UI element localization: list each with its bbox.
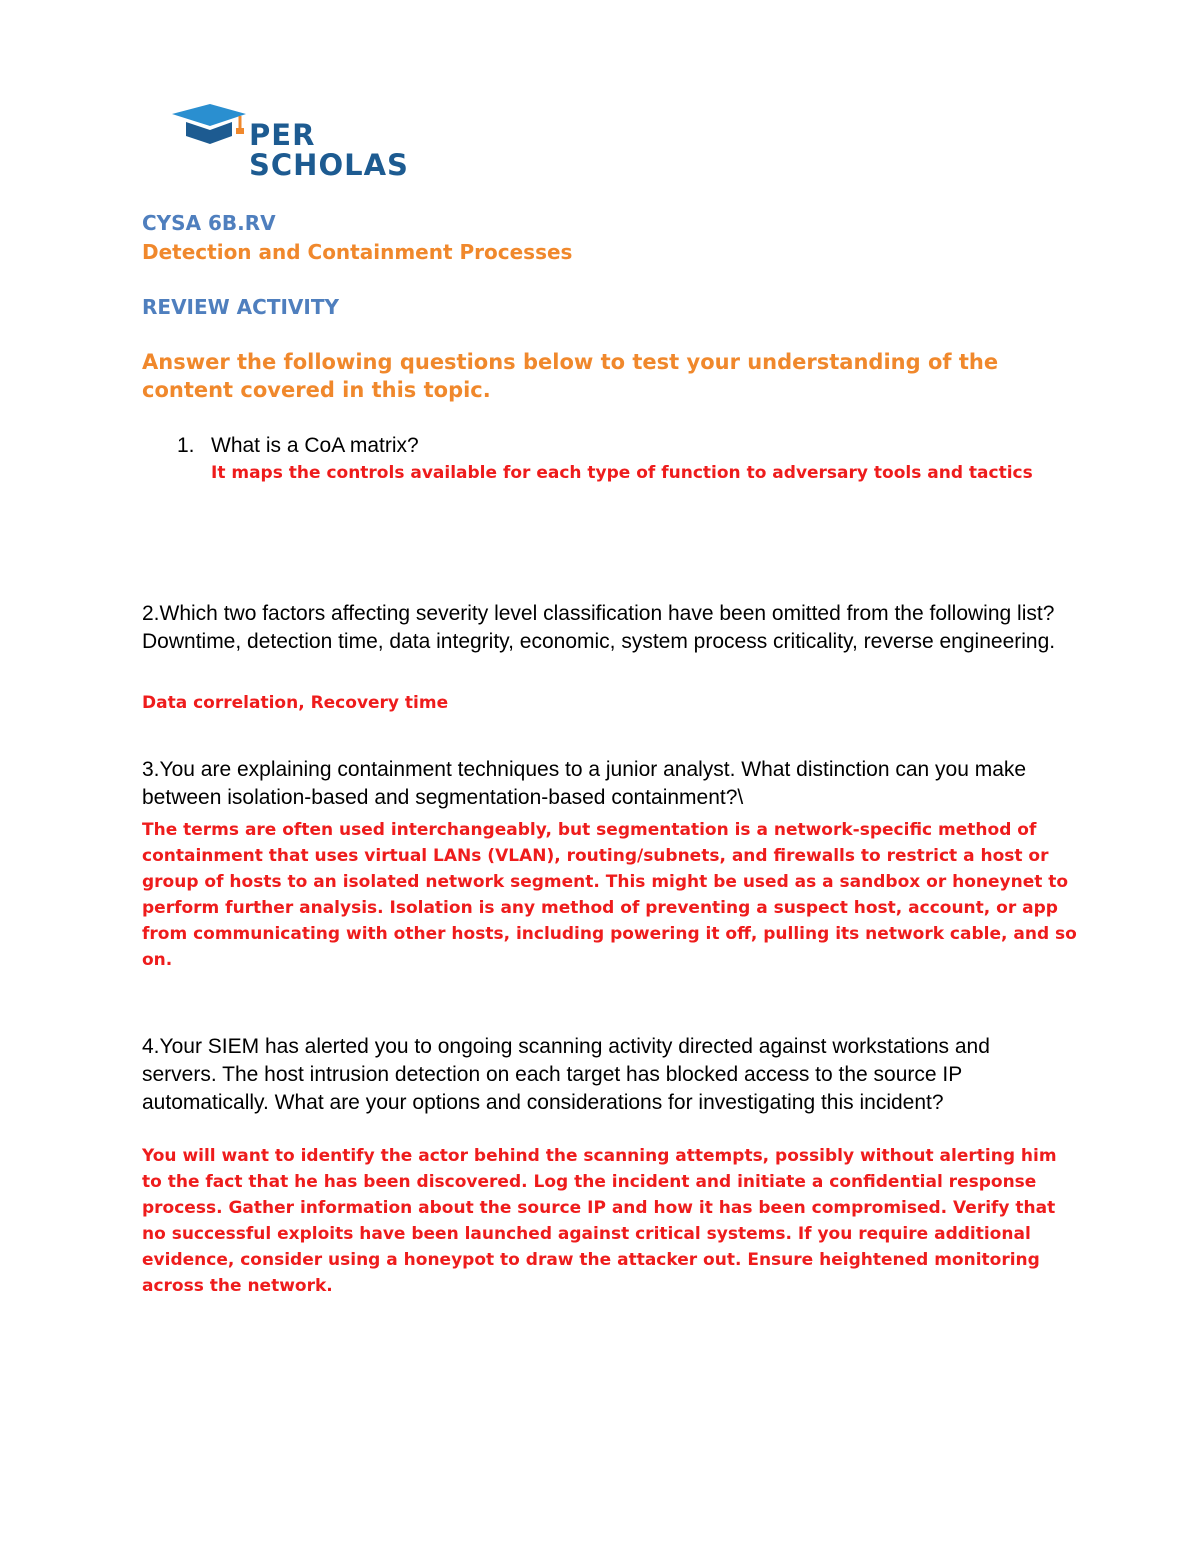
answer-1: It maps the controls available for each type of function to adversary tools and tactics (211, 463, 1033, 483)
topic-title: Detection and Containment Processes (142, 240, 573, 264)
course-code: CYSA 6B.RV (142, 211, 276, 235)
section-heading: REVIEW ACTIVITY (142, 295, 339, 319)
answer-4: You will want to identify the actor behind the scanning attempts, possibly without alerting him to the fact that he has been discovered. Log the incident and initiate a confidential response process. Gather information about the source IP and how it has been compromised. Verify that no successful exploits have been launched against critical systems. If you require additional evidence, consider using a honeypot to draw the attacker out. Ensure heightened monitoring across the network. (142, 1146, 1057, 1296)
answer-3: The terms are often used interchangeably, but segmentation is a network-specific method of containment that uses virtual LANs (VLAN), routing/subnets, and firewalls to restrict a host or group of hosts to an isolated network segment. This might be used as a sandbox or honeynet to perform further analysis. Isolation is any method of preventing a suspect host, account, or app from communicating with other hosts, including powering it off, pulling its network cable, and so on. (142, 820, 1077, 970)
per-scholas-logo (146, 84, 438, 192)
answer-2: Data correlation, Recovery time (142, 693, 449, 713)
question-1-number: 1. (177, 434, 195, 457)
logo-line-1: PER (249, 118, 316, 152)
question-3: 3.You are explaining containment techniques to a junior analyst. What distinction can you make between isolation-based and segmentation-based containment?\ (142, 758, 1027, 809)
logo-line-2: SCHOLAS (249, 148, 409, 182)
question-4: 4.Your SIEM has alerted you to ongoing scanning activity directed against workstations and servers. The host intrusion detection on each target has blocked access to the source IP automatically. What are your options and considerations for investigating this incident? (142, 1035, 990, 1114)
question-2: 2.Which two factors affecting severity level classification have been omitted from the following list? Downtime, detection time, data integrity, economic, system process criticality, reverse engineering. (142, 602, 1056, 653)
graduation-cap-icon (170, 100, 246, 152)
question-1: What is a CoA matrix? (211, 434, 419, 457)
instructions: Answer the following questions below to test your understanding of the content covered in this topic. (142, 350, 999, 402)
logo-wordmark (249, 120, 409, 180)
